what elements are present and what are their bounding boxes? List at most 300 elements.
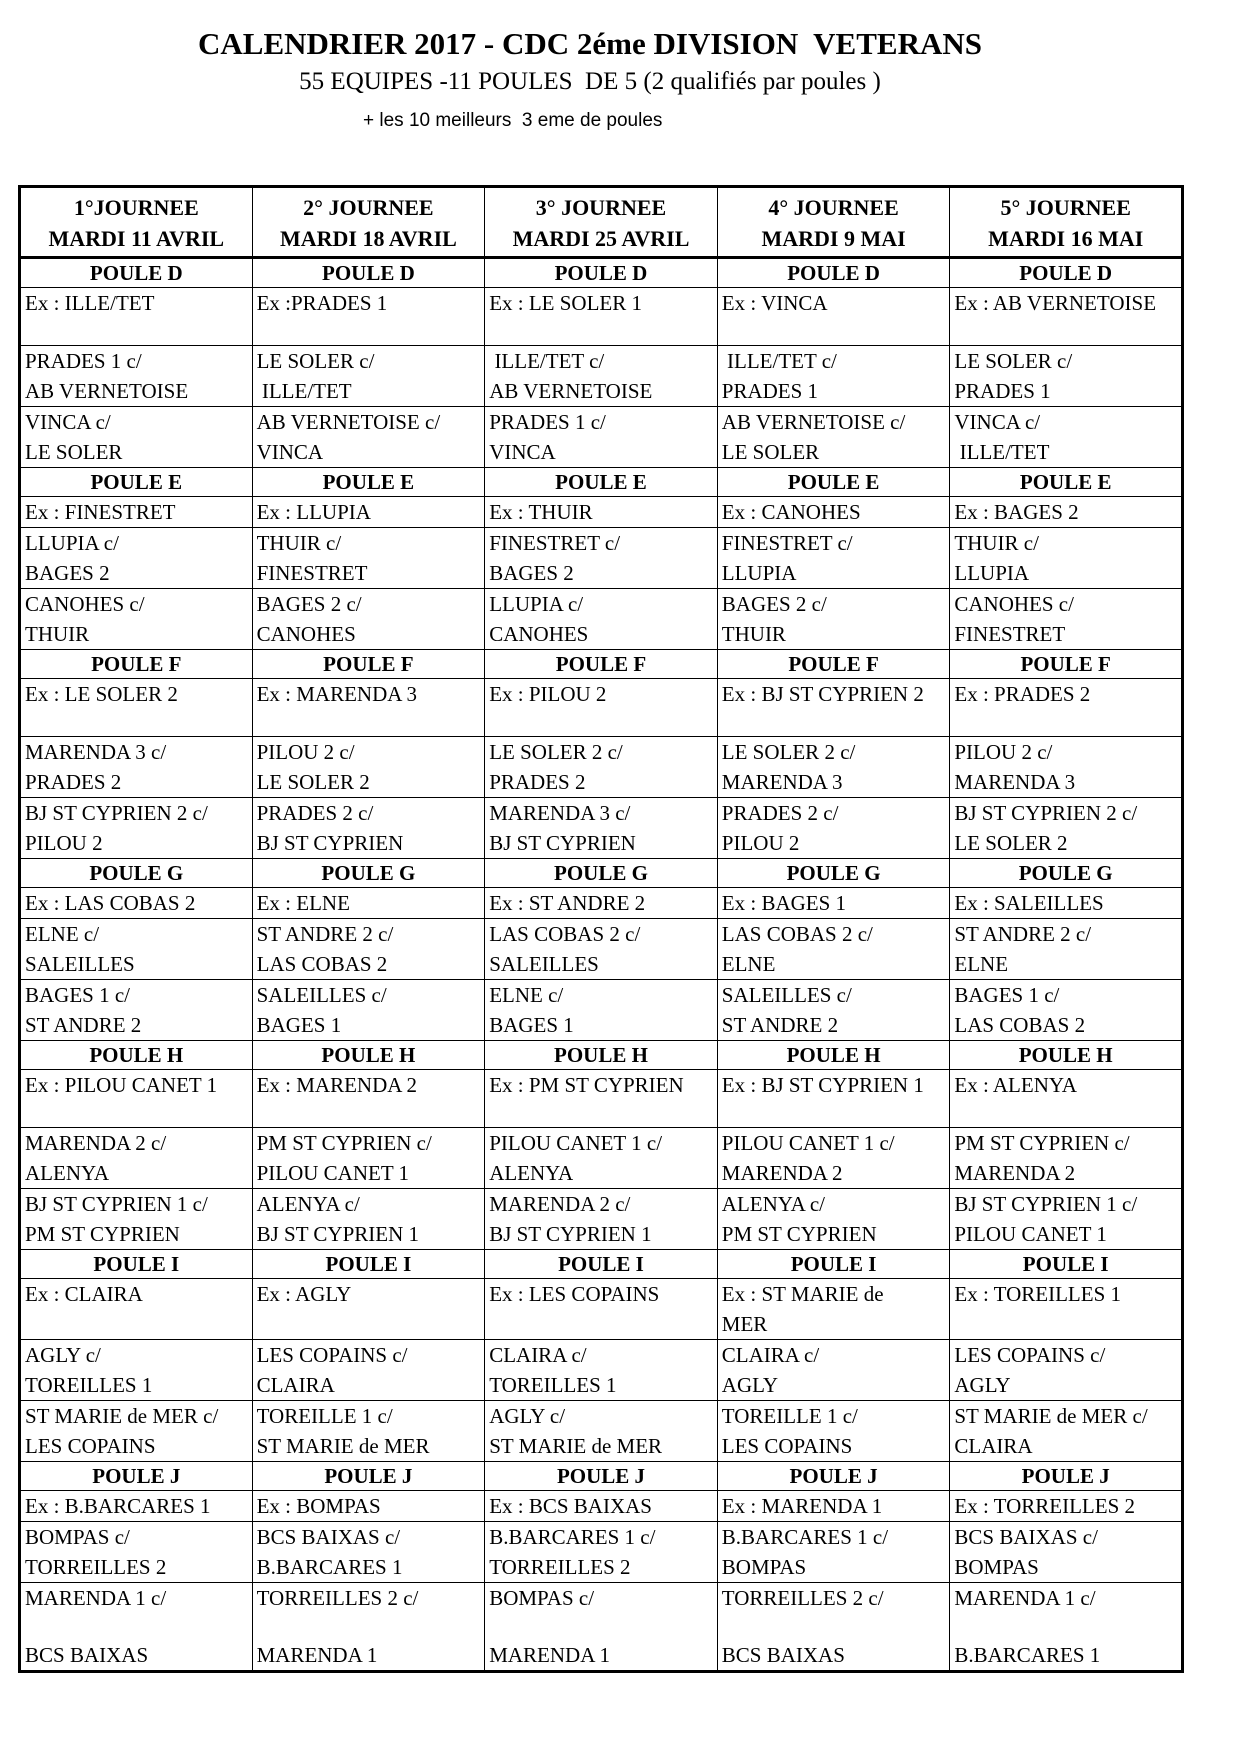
match-cell (950, 980, 1183, 1041)
team-line: ST ANDRE 2 (25, 1013, 142, 1037)
team-line: PILOU 2 (25, 831, 103, 855)
team-line: SALEILLES (25, 952, 135, 976)
team-line: BCS BAIXAS c/ (256, 1525, 401, 1549)
match-cell (20, 1401, 253, 1462)
exempt-row (20, 679, 1183, 737)
match-cell (252, 980, 485, 1041)
exempt-cell (252, 1491, 485, 1522)
team-line: BAGES 1 (256, 1013, 342, 1037)
poule-name: POULE J (950, 1462, 1183, 1491)
match-cell (485, 919, 718, 980)
team-line: Ex : TORREILLES 2 (954, 1494, 1136, 1518)
team-line: Ex : ST MARIE de (721, 1282, 884, 1306)
match-row (20, 589, 1183, 650)
poule-name: POULE D (950, 258, 1183, 288)
team-line: BAGES 2 c/ (721, 592, 827, 616)
team-line: Ex : BAGES 1 (721, 891, 847, 915)
team-line: Ex : LES COPAINS (489, 1282, 660, 1306)
team-line (257, 1613, 485, 1640)
team-line: BCS BAIXAS (721, 1643, 845, 1667)
exempt-cell (20, 888, 253, 919)
match-cell (252, 346, 485, 407)
team-line: BAGES 1 c/ (25, 983, 130, 1007)
poule-name: POULE D (717, 258, 950, 288)
team-line: ST MARIE de MER c/ (954, 1404, 1148, 1428)
team-line (257, 709, 485, 736)
poule-name: POULE J (20, 1462, 253, 1491)
poule-name: POULE D (252, 258, 485, 288)
team-line: Ex : AB VERNETOISE (954, 291, 1157, 315)
match-cell (717, 346, 950, 407)
team-line: PRADES 1 c/ (489, 410, 606, 434)
exempt-cell (20, 1070, 253, 1128)
exempt-cell (20, 1279, 253, 1340)
team-line: PRADES 2 (489, 770, 586, 794)
exempt-cell (717, 1279, 950, 1340)
journee-header (950, 187, 1183, 258)
match-cell (950, 1189, 1183, 1250)
match-cell (950, 1401, 1183, 1462)
team-line: TORREILLES 2 (489, 1555, 631, 1579)
match-cell (20, 798, 253, 859)
team-line: VINCA (489, 440, 556, 464)
match-cell (20, 528, 253, 589)
match-cell (485, 1583, 718, 1672)
team-line: Ex : CANOHES (721, 500, 861, 524)
team-line: AGLY c/ (25, 1343, 101, 1367)
exempt-row (20, 497, 1183, 528)
team-line: TORREILLES 2 c/ (721, 1586, 884, 1610)
team-line: ST ANDRE 2 (721, 1013, 839, 1037)
match-cell (485, 1189, 718, 1250)
poule-name: POULE D (485, 258, 718, 288)
exempt-cell (252, 679, 485, 737)
poule-header-row (20, 1250, 1183, 1279)
team-line: PILOU CANET 1 (256, 1161, 410, 1185)
page-subtitle: 55 EQUIPES -11 POULES DE 5 (2 qualifiés par poules ) (299, 68, 881, 95)
team-line: BCS BAIXAS c/ (954, 1525, 1098, 1549)
exempt-cell (717, 679, 950, 737)
team-line (257, 1309, 485, 1336)
team-line: MARENDA 2 (721, 1161, 843, 1185)
team-line: BOMPAS (721, 1555, 807, 1579)
team-line: Ex : PM ST CYPRIEN (489, 1073, 684, 1097)
team-line: BJ ST CYPRIEN 2 c/ (954, 801, 1138, 825)
poule-name: POULE F (717, 650, 950, 679)
team-line: THUIR c/ (256, 531, 342, 555)
poule-name: POULE I (252, 1250, 485, 1279)
team-line (722, 709, 950, 736)
exempt-cell (950, 288, 1183, 346)
team-line: BJ ST CYPRIEN 2 c/ (25, 801, 208, 825)
journee-header (485, 187, 718, 258)
team-line: Ex : BOMPAS (256, 1494, 381, 1518)
poule-name: POULE E (252, 468, 485, 497)
poule-name: POULE I (485, 1250, 718, 1279)
team-line: PRADES 1 c/ (25, 349, 142, 373)
exempt-cell (950, 1070, 1183, 1128)
team-line: PRADES 2 c/ (721, 801, 839, 825)
match-cell (485, 980, 718, 1041)
team-line: LAS COBAS 2 c/ (721, 922, 873, 946)
journee-header-row (20, 187, 1183, 258)
team-line: ST MARIE de MER (489, 1434, 663, 1458)
team-line: Ex : BCS BAIXAS (489, 1494, 652, 1518)
match-row (20, 980, 1183, 1041)
match-cell (717, 589, 950, 650)
team-line: BAGES 2 (25, 561, 110, 585)
team-line: MARENDA 3 c/ (489, 801, 631, 825)
team-line: Ex :PRADES 1 (256, 291, 388, 315)
team-line: MARENDA 1 (489, 1643, 610, 1667)
team-line: LE SOLER (25, 440, 123, 464)
exempt-row (20, 1070, 1183, 1128)
team-line: LES COPAINS (25, 1434, 156, 1458)
match-cell (950, 1340, 1183, 1401)
match-cell (252, 1583, 485, 1672)
match-row (20, 1128, 1183, 1189)
team-line: B.BARCARES 1 c/ (721, 1525, 889, 1549)
exempt-cell (485, 679, 718, 737)
team-line (954, 1309, 1181, 1336)
match-cell (20, 980, 253, 1041)
poule-name: POULE F (252, 650, 485, 679)
match-cell (950, 589, 1183, 650)
team-line: FINESTRET (256, 561, 368, 585)
team-line: FINESTRET (954, 622, 1066, 646)
exempt-row (20, 888, 1183, 919)
exempt-cell (20, 679, 253, 737)
team-line: MARENDA 1 (256, 1643, 378, 1667)
match-cell (485, 1128, 718, 1189)
exempt-cell (252, 1070, 485, 1128)
journee-header (20, 187, 253, 258)
team-line: PM ST CYPRIEN c/ (954, 1131, 1130, 1155)
team-line: PILOU 2 (721, 831, 800, 855)
team-line: ST ANDRE 2 c/ (954, 922, 1092, 946)
journee-label: 5° JOURNEE (1000, 195, 1131, 220)
team-line: BAGES 2 c/ (256, 592, 362, 616)
team-line: BJ ST CYPRIEN (489, 831, 636, 855)
team-line: PILOU CANET 1 c/ (721, 1131, 895, 1155)
team-line: Ex : CLAIRA (25, 1282, 143, 1306)
match-cell (485, 589, 718, 650)
team-line: BOMPAS c/ (25, 1525, 130, 1549)
match-cell (717, 1583, 950, 1672)
exempt-cell (950, 888, 1183, 919)
team-line: LES COPAINS c/ (256, 1343, 408, 1367)
exempt-cell (485, 888, 718, 919)
team-line: AGLY (954, 1373, 1011, 1397)
match-cell (717, 528, 950, 589)
match-cell (950, 798, 1183, 859)
poule-name: POULE H (252, 1041, 485, 1070)
journee-date: MARDI 16 MAI (988, 226, 1144, 251)
team-line: VINCA (256, 440, 324, 464)
poule-header-row (20, 1041, 1183, 1070)
exempt-cell (950, 497, 1183, 528)
exempt-cell (717, 288, 950, 346)
poule-name: POULE H (20, 1041, 253, 1070)
match-cell (485, 1522, 718, 1583)
exempt-cell (717, 888, 950, 919)
exempt-cell (485, 1491, 718, 1522)
journee-label: 4° JOURNEE (768, 195, 899, 220)
team-line: Ex : PILOU CANET 1 (25, 1073, 218, 1097)
team-line: SALEILLES c/ (256, 983, 387, 1007)
team-line: Ex : LE SOLER 1 (489, 291, 643, 315)
match-row (20, 1401, 1183, 1462)
poule-name: POULE G (485, 859, 718, 888)
team-line: B.BARCARES 1 (954, 1643, 1101, 1667)
team-line: Ex : THUIR (489, 500, 593, 524)
team-line (954, 318, 1181, 345)
match-cell (717, 1128, 950, 1189)
team-line: CLAIRA (954, 1434, 1033, 1458)
team-line: PM ST CYPRIEN c/ (256, 1131, 432, 1155)
team-line: AB VERNETOISE (489, 379, 653, 403)
exempt-row (20, 1491, 1183, 1522)
team-line (257, 1100, 485, 1127)
match-cell (717, 919, 950, 980)
poule-header-row (20, 258, 1183, 288)
team-line: BJ ST CYPRIEN 1 (256, 1222, 419, 1246)
team-line: LE SOLER 2 c/ (721, 740, 856, 764)
team-line (25, 709, 252, 736)
match-cell (20, 1583, 253, 1672)
team-line: BJ ST CYPRIEN 1 (489, 1222, 652, 1246)
team-line: ELNE (954, 952, 1009, 976)
poule-name: POULE G (20, 859, 253, 888)
team-line: ILLE/TET c/ (489, 349, 605, 373)
team-line: ALENYA c/ (256, 1192, 360, 1216)
match-cell (20, 346, 253, 407)
team-line: BAGES 1 (489, 1013, 574, 1037)
poule-name: POULE H (717, 1041, 950, 1070)
journee-header (717, 187, 950, 258)
team-line: BOMPAS c/ (489, 1586, 595, 1610)
match-cell (20, 407, 253, 468)
team-line: MARENDA 3 (954, 770, 1076, 794)
team-line: Ex : LAS COBAS 2 (25, 891, 196, 915)
team-line: B.BARCARES 1 (256, 1555, 403, 1579)
match-cell (20, 919, 253, 980)
journee-date: MARDI 9 MAI (761, 226, 906, 251)
team-line: ELNE c/ (25, 922, 100, 946)
team-line: Ex : BJ ST CYPRIEN 2 (721, 682, 924, 706)
team-line: ILLE/TET c/ (721, 349, 837, 373)
team-line: LLUPIA (721, 561, 797, 585)
team-line (722, 1100, 950, 1127)
poule-name: POULE G (252, 859, 485, 888)
poule-name: POULE I (717, 1250, 950, 1279)
match-row (20, 1583, 1183, 1672)
team-line: PRADES 2 c/ (256, 801, 374, 825)
team-line: CANOHES (489, 622, 589, 646)
team-line: PRADES 1 (954, 379, 1051, 403)
match-cell (950, 528, 1183, 589)
team-line: Ex : LLUPIA (256, 500, 371, 524)
qualification-note: + les 10 meilleurs 3 eme de poules (363, 110, 663, 131)
journee-label: 3° JOURNEE (535, 195, 667, 220)
team-line: ELNE c/ (489, 983, 564, 1007)
team-line: BJ ST CYPRIEN 1 c/ (954, 1192, 1138, 1216)
team-line: SALEILLES c/ (721, 983, 852, 1007)
calendar-table (18, 185, 1184, 1673)
match-row (20, 919, 1183, 980)
match-cell (252, 589, 485, 650)
team-line: Ex : MARENDA 3 (256, 682, 418, 706)
team-line: Ex : ELNE (256, 891, 350, 915)
team-line: FINESTRET c/ (489, 531, 621, 555)
match-cell (717, 798, 950, 859)
team-line: PILOU 2 c/ (256, 740, 355, 764)
team-line: PILOU CANET 1 c/ (489, 1131, 663, 1155)
poule-name: POULE F (20, 650, 253, 679)
team-line: CLAIRA c/ (489, 1343, 587, 1367)
team-line: MARENDA 1 c/ (954, 1586, 1096, 1610)
poule-name: POULE J (252, 1462, 485, 1491)
exempt-cell (20, 497, 253, 528)
match-cell (252, 1128, 485, 1189)
team-line: CANOHES (256, 622, 356, 646)
journee-header (252, 187, 485, 258)
team-line: LLUPIA c/ (25, 531, 119, 555)
team-line (489, 1309, 717, 1336)
team-line: TORREILLES 2 (25, 1555, 167, 1579)
match-cell (717, 1522, 950, 1583)
match-row (20, 737, 1183, 798)
match-cell (717, 737, 950, 798)
exempt-cell (20, 1491, 253, 1522)
match-cell (717, 407, 950, 468)
team-line: LAS COBAS 2 c/ (489, 922, 641, 946)
poule-name: POULE G (950, 859, 1183, 888)
team-line: THUIR c/ (954, 531, 1039, 555)
team-line: Ex : AGLY (256, 1282, 352, 1306)
team-line: LAS COBAS 2 (256, 952, 388, 976)
match-cell (252, 1401, 485, 1462)
match-cell (950, 919, 1183, 980)
match-cell (950, 1583, 1183, 1672)
poule-name: POULE E (20, 468, 253, 497)
team-line (489, 1100, 717, 1127)
exempt-cell (950, 679, 1183, 737)
team-line: FINESTRET c/ (721, 531, 853, 555)
team-line: Ex : MARENDA 1 (721, 1494, 883, 1518)
team-line: Ex : BJ ST CYPRIEN 1 (721, 1073, 924, 1097)
team-line: Ex : PILOU 2 (489, 682, 607, 706)
team-line: Ex : TOREILLES 1 (954, 1282, 1122, 1306)
team-line: BAGES 1 c/ (954, 983, 1060, 1007)
team-line: LAS COBAS 2 (954, 1013, 1086, 1037)
poule-name: POULE E (717, 468, 950, 497)
team-line: PILOU CANET 1 (954, 1222, 1107, 1246)
team-line: PM ST CYPRIEN (25, 1222, 180, 1246)
journee-date: MARDI 25 AVRIL (512, 226, 690, 251)
exempt-row (20, 1279, 1183, 1340)
team-line: Ex : FINESTRET (25, 500, 176, 524)
poule-name: POULE H (950, 1041, 1183, 1070)
poule-name: POULE H (485, 1041, 718, 1070)
team-line: Ex : VINCA (721, 291, 828, 315)
team-line: MARENDA 2 c/ (25, 1131, 167, 1155)
team-line: LE SOLER c/ (954, 349, 1073, 373)
poule-name: POULE J (717, 1462, 950, 1491)
team-line: LLUPIA (954, 561, 1030, 585)
match-cell (20, 737, 253, 798)
exempt-cell (717, 1070, 950, 1128)
team-line: SALEILLES (489, 952, 599, 976)
team-line: BJ ST CYPRIEN (256, 831, 404, 855)
team-line: CLAIRA c/ (721, 1343, 820, 1367)
journee-label: 2° JOURNEE (303, 195, 434, 220)
team-line: TOREILLES 1 (489, 1373, 617, 1397)
exempt-cell (485, 1070, 718, 1128)
team-line (25, 1100, 252, 1127)
team-line: BJ ST CYPRIEN 1 c/ (25, 1192, 208, 1216)
team-line: LES COPAINS (721, 1434, 853, 1458)
team-line (954, 709, 1181, 736)
match-row (20, 798, 1183, 859)
team-line: MER (721, 1312, 768, 1336)
team-line: LE SOLER (721, 440, 820, 464)
match-cell (252, 919, 485, 980)
team-line: Ex : ILLE/TET (25, 291, 155, 315)
match-row (20, 1522, 1183, 1583)
exempt-cell (950, 1491, 1183, 1522)
team-line: MARENDA 2 (954, 1161, 1076, 1185)
exempt-cell (252, 288, 485, 346)
match-cell (950, 346, 1183, 407)
match-row (20, 346, 1183, 407)
team-line: Ex : B.BARCARES 1 (25, 1494, 211, 1518)
team-line: VINCA c/ (954, 410, 1041, 434)
team-line: LE SOLER 2 (256, 770, 370, 794)
team-line: PM ST CYPRIEN (721, 1222, 877, 1246)
poule-name: POULE G (717, 859, 950, 888)
match-cell (485, 528, 718, 589)
team-line: Ex : PRADES 2 (954, 682, 1091, 706)
match-cell (20, 1189, 253, 1250)
team-line: ILLE/TET (256, 379, 352, 403)
team-line: LLUPIA c/ (489, 592, 584, 616)
team-line: VINCA c/ (25, 410, 111, 434)
match-cell (485, 346, 718, 407)
journee-label: 1°JOURNEE (73, 195, 199, 220)
team-line: Ex : BAGES 2 (954, 500, 1079, 524)
team-line: MARENDA 1 c/ (25, 1586, 167, 1610)
team-line: BAGES 2 (489, 561, 574, 585)
team-line: AGLY c/ (489, 1404, 566, 1428)
team-line: THUIR (721, 622, 786, 646)
poule-name: POULE F (950, 650, 1183, 679)
poule-header-row (20, 650, 1183, 679)
match-cell (252, 1189, 485, 1250)
team-line: MARENDA 3 c/ (25, 740, 167, 764)
match-cell (717, 1189, 950, 1250)
team-line: CANOHES c/ (25, 592, 145, 616)
match-row (20, 407, 1183, 468)
team-line: ALENYA c/ (721, 1192, 826, 1216)
exempt-cell (717, 497, 950, 528)
match-cell (20, 589, 253, 650)
exempt-cell (20, 288, 253, 346)
team-line (25, 1613, 252, 1640)
team-line: B.BARCARES 1 c/ (489, 1525, 656, 1549)
team-line (722, 1613, 950, 1640)
journee-date: MARDI 18 AVRIL (279, 226, 457, 251)
